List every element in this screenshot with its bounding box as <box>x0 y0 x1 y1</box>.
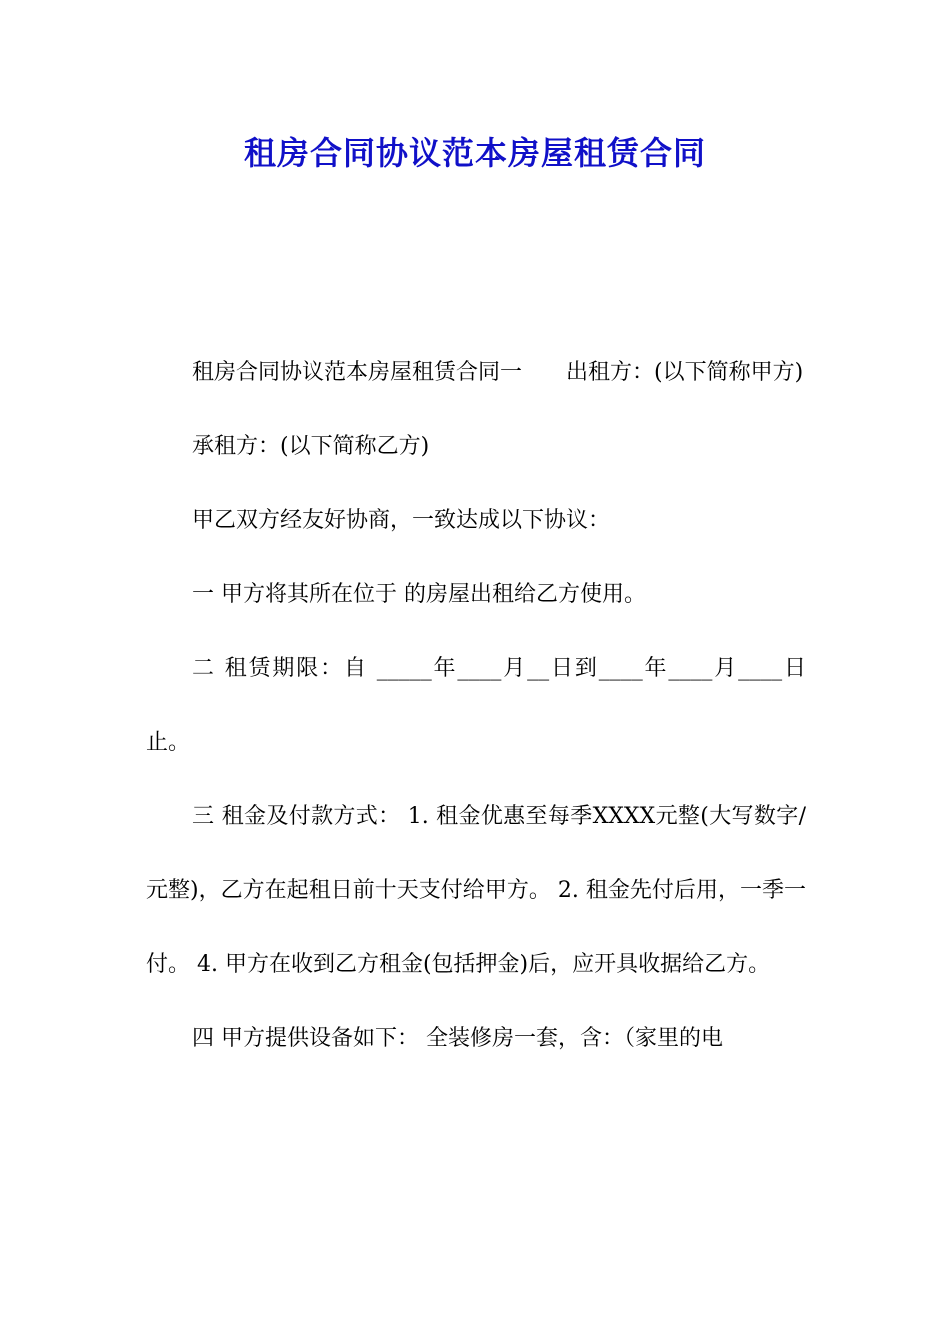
clause-3-rent-payment: 三 租金及付款方式： 1. 租金优惠至每季XXXX元整(大写数字/元整)，乙方在起租日前十天支付给甲方。 2. 租金先付后用，一季一付。 4. 甲方在收到乙方租金(包括押金)后，应开具收据给乙方。 <box>146 804 806 977</box>
paragraph-agreement-intro: 甲乙双方经友好协商，一致达成以下协议： <box>192 508 611 533</box>
clause-1-premises: 一 甲方将其所在位于 的房屋出租给乙方使用。 <box>192 582 646 607</box>
paragraph-parties-lessor: 租房合同协议范本房屋租赁合同一 出租方：(以下简称甲方) <box>192 360 804 385</box>
document-body <box>146 336 806 1076</box>
clause-4-equipment: 四 甲方提供设备如下： 全装修房一套，含：（家里的电 <box>192 1026 723 1051</box>
paragraph-parties-lessee: 承租方：(以下简称乙方) <box>192 434 430 459</box>
clause-2-term: 二 租赁期限：自 _____年____月__日到____年____月____日止。 <box>146 656 806 755</box>
document-title: 租房合同协议范本房屋租赁合同 <box>243 134 706 172</box>
